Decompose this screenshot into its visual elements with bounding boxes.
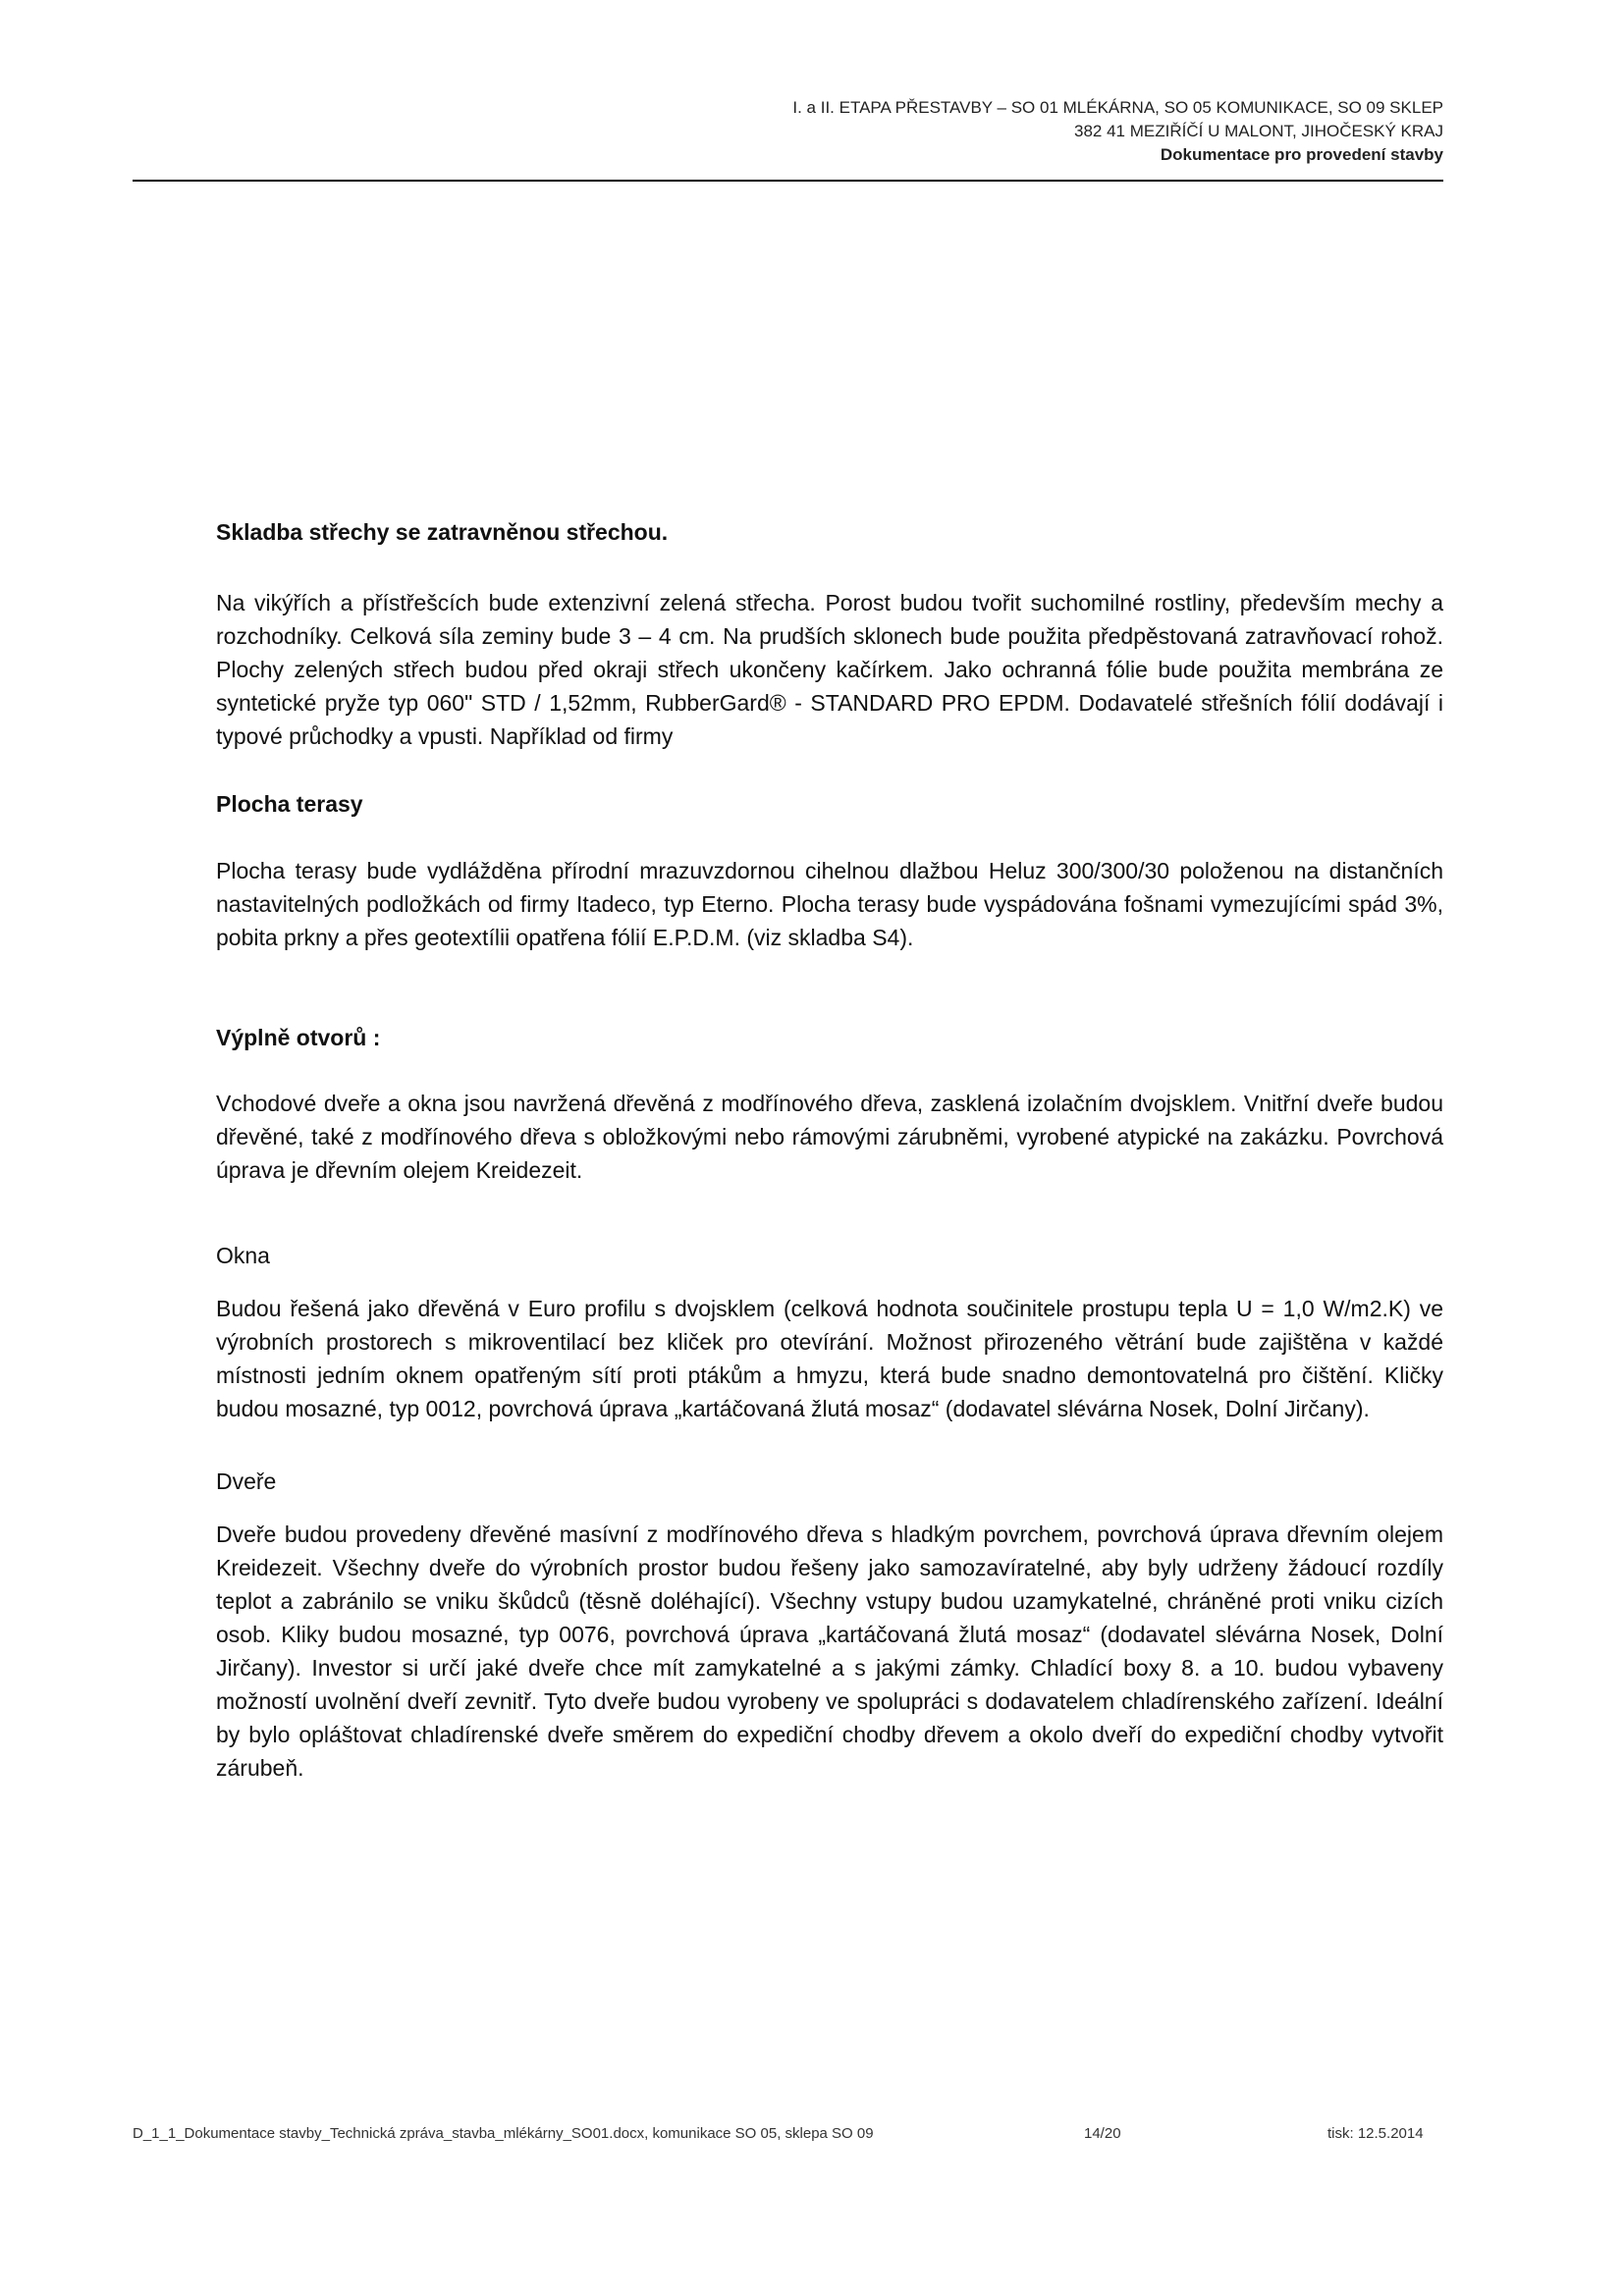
header-project-title: I. a II. ETAPA PŘESTAVBY – SO 01 MLÉKÁRNA, SO 05 KOMUNIKACE, SO 09 SKLEP — [792, 98, 1443, 117]
footer-print-date: tisk: 12.5.2014 — [1327, 2125, 1424, 2142]
windows-subtitle: Okna — [216, 1243, 270, 1268]
doors-subtitle: Dveře — [216, 1468, 277, 1494]
header-document-type: Dokumentace pro provedení stavby — [1160, 145, 1443, 164]
windows-text: Budou řešená jako dřevěná v Euro profilu s dvojsklem (celková hodnota součinitele prostupu tepla U = 1,0 W/m2.K) ve výrobních prostorech s mikroventilací bez kliček pro otevírání. Možnost přirozeného větrání bude zajištěna v každé místnosti jedním oknem opatřeným sítí proti ptákům a hmyzu, která bude snadno demontovatelná pro čištění. Kličky budou mosazné, typ 0012, povrchová úprava „kartáčovaná žlutá mosaz“ (dodavatel slévárna Nosek, Dolní Jirčany). — [216, 1296, 1443, 1421]
roof-section-title: Skladba střechy se zatravněnou střechou. — [216, 519, 669, 545]
footer-page-number: 14/20 — [1084, 2125, 1121, 2142]
openings-section-text: Vchodové dveře a okna jsou navržená dřevěná z modřínového dřeva, zasklená izolačním dvojsklem. Vnitřní dveře budou dřevěné, také z modřínového dřeva s obložkovými nebo rámovými zárubněmi, vyrobené atypické na zakázku. Povrchová úprava je dřevním olejem Kreidezeit. — [216, 1091, 1443, 1183]
terrace-section-title: Plocha terasy — [216, 791, 363, 817]
header-address: 382 41 MEZIŘÍČÍ U MALONT, JIHOČESKÝ KRAJ — [1074, 122, 1443, 140]
roof-section-text: Na vikýřích a přístřešcích bude extenzivní zelená střecha. Porost budou tvořit suchomilné rostliny, především mechy a rozchodníky. Celková síla zeminy bude 3 – 4 cm. Na prudších sklonech bude použita předpěstovaná zatravňovací rohož. Plochy zelených střech budou před okraji střech ukončeny kačírkem. Jako ochranná fólie bude použita membrána ze syntetické pryže typ 060" STD / 1,52mm, RubberGard® - STANDARD PRO EPDM. Dodavatelé střešních fólií dodávají i typové průchodky a vpusti. Například od firmy — [216, 590, 1443, 749]
footer-filename: D_1_1_Dokumentace stavby_Technická zpráva_stavba_mlékárny_SO01.docx, komunikace SO 05, sklepa SO 09 — [133, 2125, 874, 2142]
header-divider — [133, 180, 1443, 182]
page-header — [133, 96, 1443, 167]
openings-section-title: Výplně otvorů : — [216, 1025, 381, 1050]
doors-text: Dveře budou provedeny dřevěné masívní z modřínového dřeva s hladkým povrchem, povrchová úprava dřevním olejem Kreidezeit. Všechny dveře do výrobních prostor budou řešeny jako samozavíratelné, aby byly udrženy žádoucí rozdíly teplot a zabránilo se vniku škůdců (těsně doléhající). Všechny vstupy budou uzamykatelné, chráněné proti vniku cizích osob. Kliky budou mosazné, typ 0076, povrchová úprava „kartáčovaná žlutá mosaz“ (dodavatel slévárna Nosek, Dolní Jirčany). Investor si určí jaké dveře chce mít zamykatelné a s jakými zámky. Chladící boxy 8. a 10. budou vybaveny možností uvolnění dveří zevnitř. Tyto dveře budou vyrobeny ve spolupráci s dodavatelem chladírenského zařízení. Ideální by bylo opláštovat chladírenské dveře směrem do expediční chodby dřevem a okolo dveří do expediční chodby vytvořit zárubeň. — [216, 1522, 1443, 1781]
terrace-section-text: Plocha terasy bude vydlážděna přírodní mrazuvzdornou cihelnou dlažbou Heluz 300/300/30 položenou na distančních nastavitelných podložkách od firmy Itadeco, typ Eterno. Plocha terasy bude vyspádována fošnami vymezujícími spád 3%, pobita prkny a přes geotextílii opatřena fólií E.P.D.M. (viz skladba S4). — [216, 858, 1443, 950]
